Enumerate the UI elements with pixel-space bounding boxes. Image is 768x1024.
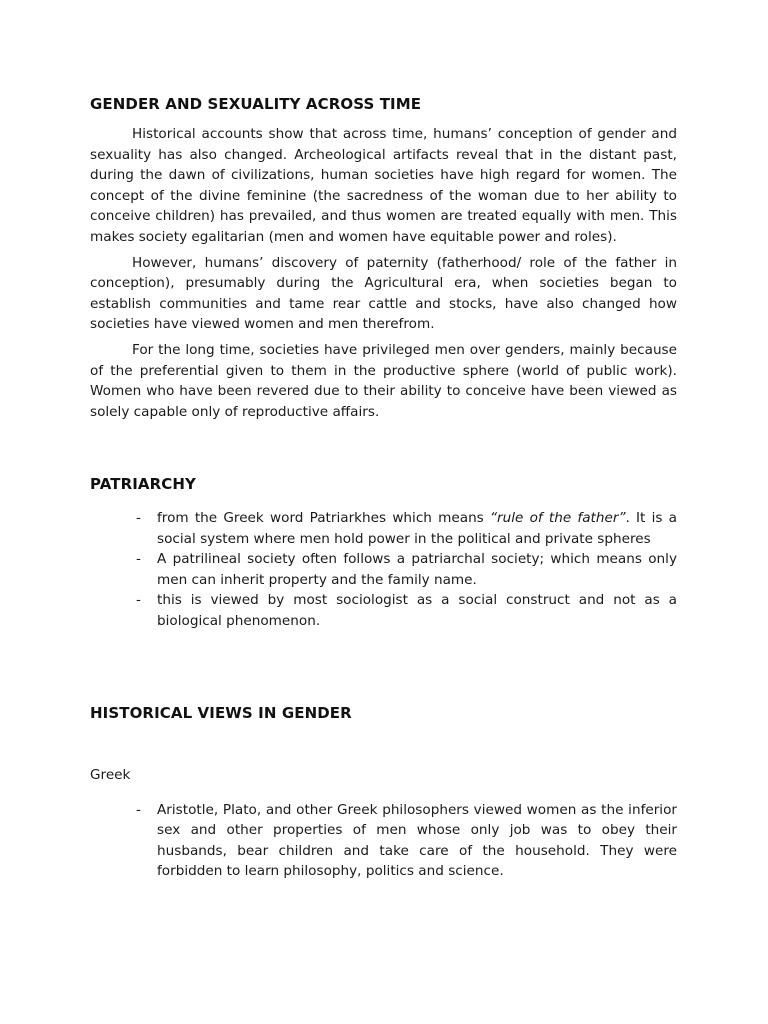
quoted-phrase: “rule of the father” [489, 510, 626, 526]
bullet-list [90, 508, 677, 632]
section-heading: PATRIARCHY [90, 475, 197, 493]
bullet-list [90, 800, 677, 882]
list-item [90, 508, 677, 549]
list-item [90, 590, 677, 631]
list-item [90, 800, 677, 882]
section-patriarchy [90, 472, 677, 632]
list-item-text: from the Greek word Patriarkhes which means [157, 510, 490, 526]
list-item-text: this is viewed by most sociologist as a social construct and not as a biological phenomenon. [157, 592, 677, 629]
section-heading: HISTORICAL VIEWS IN GENDER [90, 704, 352, 722]
dash-bullet: - [136, 510, 141, 526]
list-item-text: A patrilineal society often follows a patriarchal society; which means only men can inherit property and the family name. [157, 551, 677, 588]
paragraph: However, humans’ discovery of paternity (fatherhood/ role of the father in conception), presumably during the Agricultural era, when societies began to establish communities and tame rear cattle and stocks, have also changed how societies have viewed women and men therefrom. [90, 254, 677, 333]
list-item-text: . It is a social system where men hold power in the political and private spheres [157, 510, 677, 547]
dash-bullet: - [136, 551, 141, 568]
section-heading: GENDER AND SEXUALITY ACROSS TIME [90, 95, 422, 113]
list-item-text: Aristotle, Plato, and other Greek philosophers viewed women as the inferior sex and other properties of men whose only job was to obey their husbands, bear children and take care of the household. They were forbidden to learn philosophy, politics and science. [157, 801, 677, 880]
section-historical-views [90, 701, 677, 882]
paragraph: Historical accounts show that across time, humans’ conception of gender and sexuality has also changed. Archeological artifacts reveal that in the distant past, during the dawn of civilizations, human societies have high regard for women. The concept of the divine feminine (the sacredness of the woman due to her ability to conceive children) has prevailed, and thus women are treated equally with men. This makes society egalitarian (men and women have equitable power and roles). [90, 126, 677, 245]
dash-bullet: - [136, 592, 141, 609]
paragraph: For the long time, societies have privileged men over genders, mainly because of the preferential given to them in the productive sphere (world of public work). Women who have been revered due to their ability to conceive have been viewed as solely capable only of reproductive affairs. [90, 341, 677, 420]
dash-bullet: - [136, 801, 141, 818]
section-gender-sexuality [90, 92, 677, 422]
list-item [90, 549, 677, 590]
subheading-greek: Greek [90, 767, 131, 783]
